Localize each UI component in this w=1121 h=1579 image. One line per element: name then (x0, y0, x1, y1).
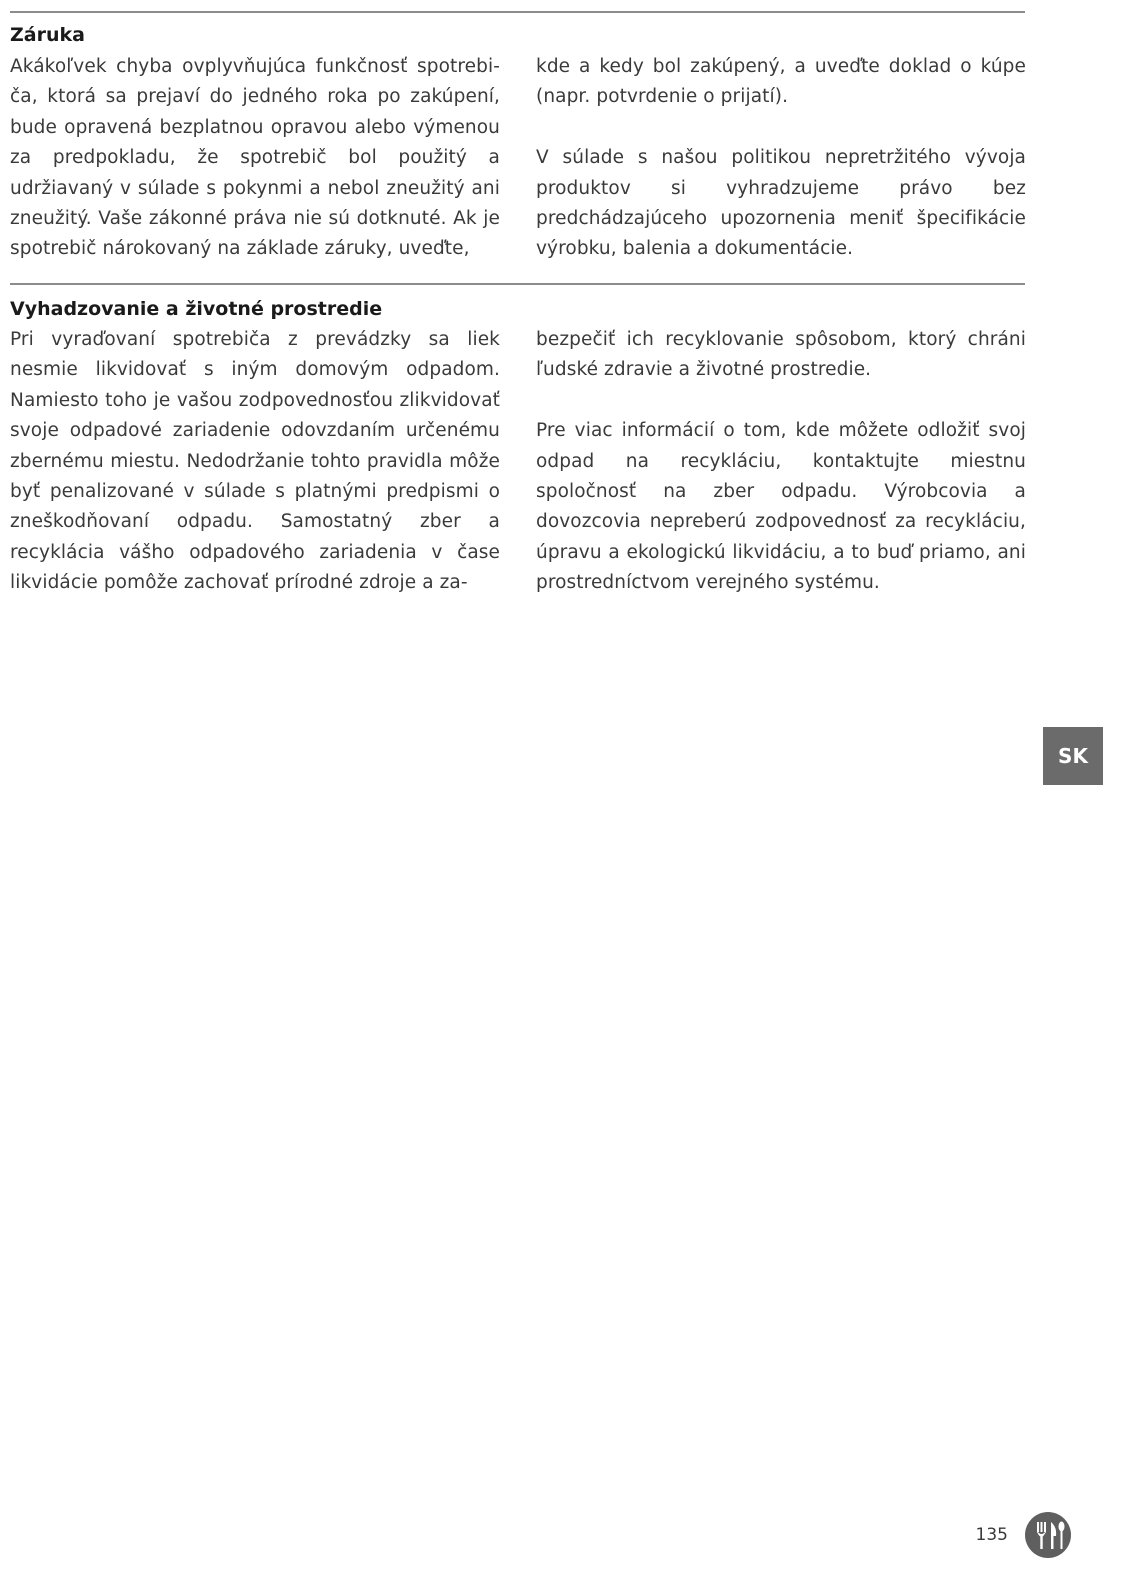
disposal-right-column (536, 325, 1026, 629)
page-number: 135 (975, 1525, 1008, 1545)
warranty-left-column (10, 52, 500, 295)
disposal-paragraph: Pri vyraďovaní spotrebiča z prevádzky sa liek nesmie likvidovať s iným domovým odpadom. Namiesto toho je vašou zodpovednosťou zlikvidovať svoje odpadové zariadenie odovzdaním určenému zbernému miestu. Nedodržanie tohto pravidla môže byť penalizované v súlade s platnými predpismi o zneškodňovaní odpadu. Samostatný zber a recyklácia vášho odpadového zariadenia v čase likvidácie pomôže zachovať prírodné zdroje a za- (10, 329, 500, 594)
top-rule (10, 11, 1025, 13)
warranty-paragraph: Akákoľvek chyba ovplyvňujúca funkčnosť spotrebi-ča, ktorá sa prejaví do jedného roka po zakúpení, bude opravená bezplatnou opravou alebo výmenou za predpokladu, že spotrebič bol použitý a udržiavaný v súlade s pokynmi a nebol zneužitý ani zneužitý. Vaše zákonné práva nie sú dotknuté. Ak je spotrebič nárokovaný na základe záruky, uveďte, (10, 56, 500, 260)
disposal-left-column (10, 325, 500, 629)
cutlery-logo-icon (1024, 1511, 1072, 1559)
warranty-paragraph: kde a kedy bol zakúpený, a uveďte doklad o kúpe (napr. potvrdenie o prijatí). (536, 56, 1026, 108)
section-divider (10, 283, 1025, 285)
language-tab: SK (1043, 727, 1103, 785)
disposal-paragraph: Pre viac informácií o tom, kde môžete odložiť svoj odpad na recykláciu, kontaktujte miestnu spoločnosť na zber odpadu. Výrobcovia a dovozcovia nepreberú zodpovednosť za recykláciu, úpravu a ekologickú likvidáciu, a to buď priamo, ani prostredníctvom verejného systému. (536, 420, 1026, 594)
warranty-right-column (536, 52, 1026, 295)
section-title-warranty: Záruka (10, 24, 85, 46)
warranty-paragraph: V súlade s našou politikou nepretržitého vývoja produktov si vyhradzujeme právo bez predchádzajúceho upozornenia meniť špecifikácie výrobku, balenia a dokumentácie. (536, 147, 1026, 260)
disposal-paragraph: bezpečiť ich recyklovanie spôsobom, ktorý chráni ľudské zdravie a životné prostredie. (536, 329, 1026, 381)
section-title-disposal: Vyhadzovanie a životné prostredie (10, 298, 383, 320)
